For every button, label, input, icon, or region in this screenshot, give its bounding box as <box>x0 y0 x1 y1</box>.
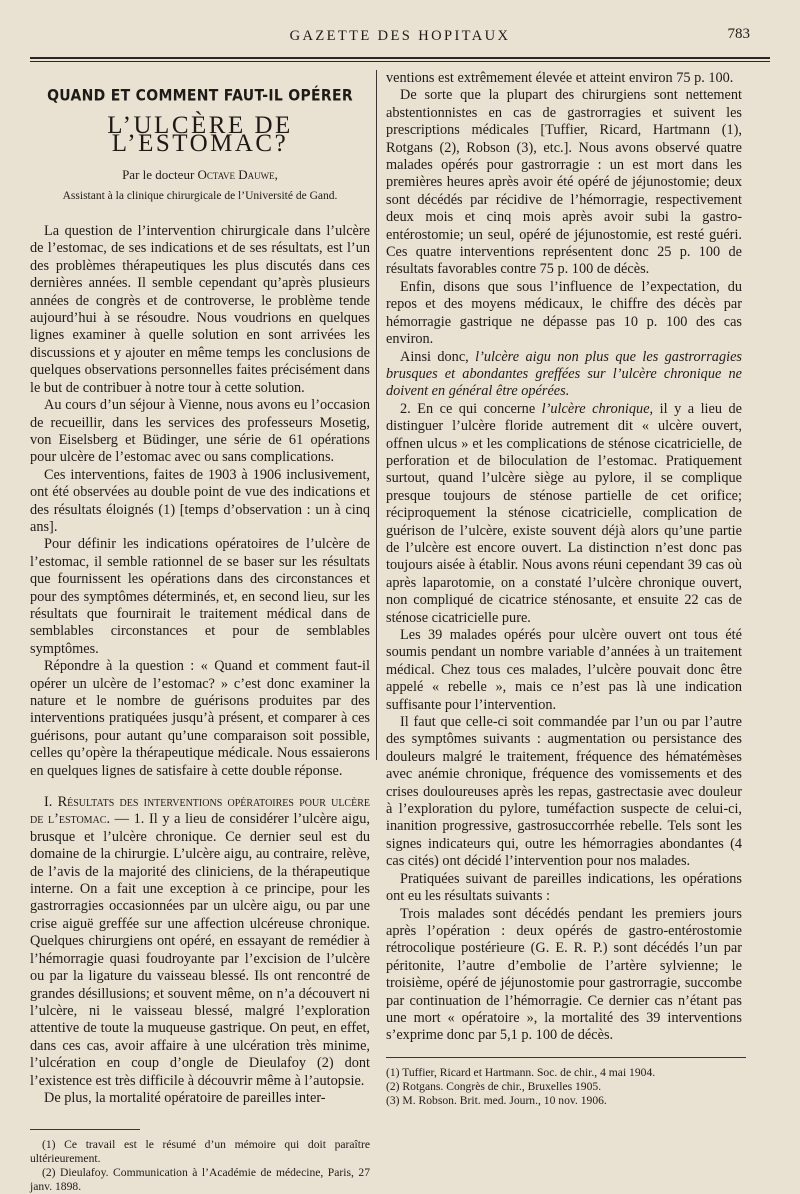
byline-prefix: Par le docteur <box>122 167 198 183</box>
paragraph-continuation: ventions est extrêmement élevée et atteint environ 75 p. 100. <box>386 70 734 86</box>
footnote: (2) Dieulafoy. Communication à l’Académie de médecine, Paris, 27 janv. 1898. <box>30 1166 370 1194</box>
header-rule-thin <box>30 61 770 62</box>
page-number: 783 <box>727 26 750 42</box>
paragraph: La question de l’intervention chirurgicale dans l’ulcère de l’estomac, de ses indications et de ses résultats, est l’un des problèmes thérapeutiques les plus discutés dans ces dernières années. Il semble cependant qu’après plusieurs années de congrès et de controverse, le problème tende aujourd’hui à se résoudre. Nous voudrions en quelques lignes examiner à quelle solution en sont arrivées les discussions et y ajouter en même temps les conclusions de quelques observations personnelles faites précisément dans le but de contribuer à notre tour à cette solution. <box>30 223 370 396</box>
author-affiliation: Assistant à la clinique chirurgicale de l’Université de Gand. <box>62 189 338 202</box>
paragraph-lead: Ainsi donc, <box>400 348 476 365</box>
author-name: Octave Dauwe, <box>197 167 278 183</box>
paragraph: Au cours d’un séjour à Vienne, nous avons eu l’occasion de recueillir, dans les services des professeurs Mosetig, von Eiselsberg et Büdinger, une série de 61 opérations pour ulcère de l’estomac avec ou sans complications. <box>30 397 370 466</box>
footnote-rule <box>30 1129 140 1130</box>
footnote: (3) M. Robson. Brit. med. Journ., 10 nov. 1906. <box>386 1093 607 1107</box>
emphasis-text: l’ulcère chronique <box>541 400 650 417</box>
paragraph: De plus, la mortalité opératoire de pareilles inter- <box>44 1089 326 1106</box>
header-rule <box>30 57 770 59</box>
paragraph: Il faut que celle-ci soit commandée par l’un ou par l’autre des symptômes suivants : augmentation ou persistance des douleurs malgré le traitement, fréquence des hématémèses avec anémie chronique, fréquence des vomissements et des crises douloureuses après les repas, gastrectasie avec douleur à l’exploration du pylore, tuméfaction suspecte de celui-ci, inanition progressive, gastrosuccorrhée rebelle. Tels sont les signes indicateurs qui, outre les hémorragies abondantes (4 cas cités) ont décidé l’intervention pour nos malades. <box>386 714 742 870</box>
paragraph: Répondre à la question : « Quand et comment faut-il opérer un ulcère de l’estomac? » c’est donc examiner la nature et le nombre de guérisons produites par des interventions pratiquées jusqu’à présent, et comparer à ces guérisons, pour autant qu’une comparaison soit possible, celles qu’opère la thérapeutique médicale. Nous essaierons en quelques lignes de satisfaire à cette double réponse. <box>30 658 370 779</box>
emphasis-text: l’ulcère aigu non plus que les gastrorragies brusques et abondantes greffées sur l’ulcère chronique ne doivent en général être opérées. <box>386 348 742 400</box>
article-kicker: QUAND ET COMMENT FAUT-IL OPÉRER <box>47 86 353 106</box>
right-column <box>386 70 742 1108</box>
paragraph <box>386 349 742 401</box>
footnote-rule <box>386 1057 746 1058</box>
section-heading: I. Résultats des interventions opératoires pour ulcère de l’estomac. <box>30 794 370 828</box>
paragraph: De sorte que la plupart des chirurgiens sont nettement abstentionnistes en cas de gastrorragies et suivent les prescriptions médicales [Tuffier, Ricard, Hartmann (1), Rotgans (2), Robson (3), etc.]. Nous avons observé quatre malades opérés pour gastrorragie : un est mort dans les premières heures après avoir été opéré de jéjunostomie; deux sont décédés par récidive de l’hémorragie, respectivement deux mois et cinq mois après avoir subi la gastro-entérostomie; un seul, opéré de jéjunostomie, est resté guéri. Ces quatre interventions représentent donc 25 p. 100 de résultats favorables contre 75 p. 100 de décès. <box>386 87 742 278</box>
journal-title: GAZETTE DES HOPITAUX <box>289 28 511 44</box>
footnote: (1) Tuffier, Ricard et Hartmann. Soc. de chir., 4 mai 1904. <box>386 1065 656 1079</box>
paragraph-lead: 2. En ce qui concerne <box>400 400 542 417</box>
paragraph: Trois malades sont décédés pendant les premiers jours après l’opération : deux opérés de gastro-entérostomie rétrocolique postérieure (G. E. R. P.) sont décédés l’un par péritonite, l’autre d’embolie de l’artère sylvienne; le troisième, opéré de jéjunostomie pour gastrorragie, succombe par continuation de l’hémorragie. Ce dernier cas n’étant pas une mort « opératoire », la mortalité des 39 interventions s’exprime donc par 5,1 p. 100 de décès. <box>386 905 742 1044</box>
paragraph: Ces interventions, faites de 1903 à 1906 inclusivement, ont été observées au double point de vue des indications et des résultats éloignés (1) [temps d’observation : un à cinq ans]. <box>30 466 370 535</box>
byline <box>30 166 370 183</box>
paragraph: Enfin, disons que sous l’influence de l’expectation, du repos et des moyens médicaux, le chiffre des décès par hémorragie gastrique ne dépasse pas 10 p. 100 des cas environ. <box>386 278 742 348</box>
paragraph-rest: , il y a lieu de distinguer l’ulcère floride autrement dit « ulcère ouvert, offnen ulcus » et les complications de sténose cicatricielle, de perforation et de biloculation de l’estomac. Pratiquement surtout, quand l’ulcère siège au pylore, il se complique presque toujours de sténose partielle de cet orifice; réciproquement la sténose cicatricielle, complication de guérison de l’ulcère, existe souvent déjà alors qu’une partie de l’ulcère est encore ouvert. La distinction n’est donc pas toujours aisée à établir. Nous avons réuni cependant 39 cas où après laparotomie, on a constaté l’ulcère chronique ouvert, non compliqué de cicatrice sténosante, et ensuite 22 cas de sténose cicatricielle pure. <box>386 400 743 626</box>
article-title: L’ULCÈRE DE L’ESTOMAC? <box>107 112 293 157</box>
paragraph: Pour définir les indications opératoires de l’ulcère de l’estomac, il semble rationnel de se baser sur les résultats que fournissent les opérations dans des circonstances et pour des symptômes déterminés, et, en second lieu, sur les résultats que fournirait le traitement médical dans de semblables circonstances et pour de semblables symptômes. <box>30 536 370 657</box>
paragraph <box>386 401 742 627</box>
paragraph: Pratiquées suivant de pareilles indications, les opérations ont eu les résultats suivants : <box>386 870 742 905</box>
footnote: (2) Rotgans. Congrès de chir., Bruxelles 1905. <box>386 1079 602 1093</box>
column-divider <box>376 70 377 760</box>
section-text: — 1. Il y a lieu de considérer l’ulcère aigu, brusque et l’ulcère chronique. Ce dernier seul est du domaine de la chirurgie. L’ulcère aigu, au contraire, relève, de l’avis de la majorité des cliniciens, de la thérapeutique interne. On a fait une exception à ce principe, pour les gastrorragies occasionnées par un ulcère aigu, ou par une crise aiguë greffée sur une affection ulcéreuse chronique. Quelques chirurgiens ont opéré, en essayant de remédier à l’hémorragie quasi foudroyante par l’excision de l’ulcère ou par la ligature du vaisseau blessé. Ils ont rencontré de grandes désillusions; et souvent même, on n’a découvert ni l’ulcère, ni le vaisseau blessé, malgré l’exploration attentive de toute la muqueuse gastrique. On peut, en effet, dans ces cas, avoir affaire à une ulcération très minime, l’ulcération en coup d’ongle de Dieulafoy (2) dont l’existence est très difficile à découvrir même à l’autopsie. <box>30 811 371 1089</box>
left-column <box>30 70 370 1194</box>
footnote: (1) Ce travail est le résumé d’un mémoire qui doit paraître ultérieurement. <box>30 1138 370 1166</box>
paragraph: Les 39 malades opérés pour ulcère ouvert ont tous été soumis pendant un nombre variable d’années à un traitement médical. Chez tous ces malades, l’ulcère pouvait donc être appelé « rebelle », mais ce n’est pas là une indication suffisante pour l’intervention. <box>386 627 742 713</box>
section-paragraph <box>30 794 370 1090</box>
running-head <box>0 28 800 52</box>
